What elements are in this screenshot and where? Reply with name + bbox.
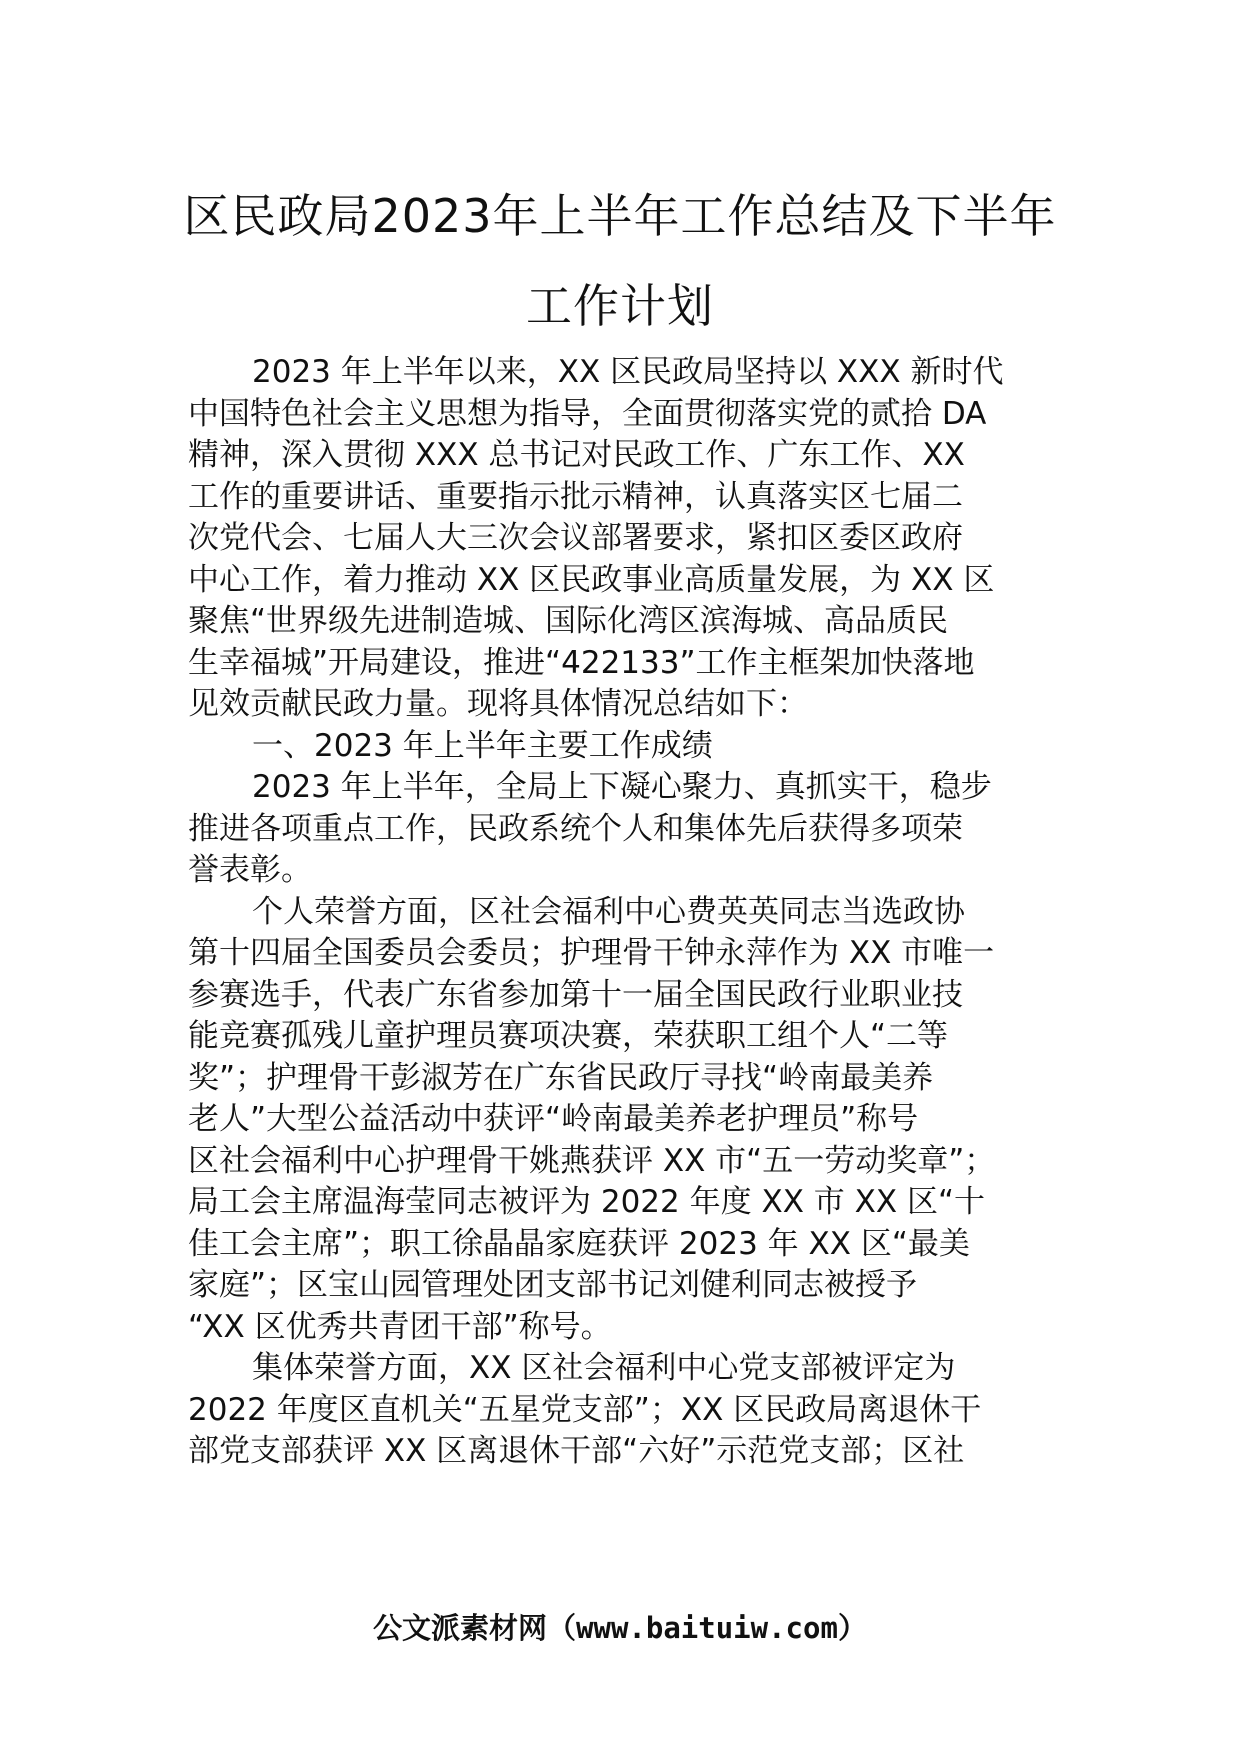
paragraph-personal-honors-line: 区社会福利中心护理骨干姚燕获评 XX 市“五一劳动奖章”； <box>188 1142 996 1179</box>
paragraph-personal-honors-line: 个人荣誉方面，区社会福利中心费英英同志当选政协 <box>252 893 965 930</box>
paragraph-personal-honors-line: 老人”大型公益活动中获评“岭南最美养老护理员”称号 <box>188 1101 919 1137</box>
paragraph-intro-line: 中心工作，着力推动 XX 区民政事业高质量发展，为 XX 区 <box>188 561 995 598</box>
paragraph-intro-line: 见效贡献民政力量。现将具体情况总结如下： <box>188 686 808 722</box>
document-title-line-2: 工作计划 <box>526 279 714 333</box>
section-heading: 一、2023 年上半年主要工作成绩 <box>252 727 713 764</box>
paragraph-intro-line: 2023 年上半年以来，XX 区民政局坚持以 XXX 新时代 <box>252 354 1004 390</box>
document-body <box>188 352 1058 1473</box>
paragraph-personal-honors-line: 参赛选手，代表广东省参加第十一届全国民政行业职业技 <box>188 976 963 1013</box>
paragraph-collective-honors-line: 2022 年度区直机关“五星党支部”；XX 区民政局离退休干 <box>188 1391 982 1428</box>
paragraph-intro-line: 精神，深入贯彻 XXX 总书记对民政工作、广东工作、XX <box>188 437 965 473</box>
paragraph-personal-honors-line: 奖”；护理骨干彭淑芳在广东省民政厅寻找“岭南最美养 <box>188 1059 934 1096</box>
paragraph-personal-honors-line: 能竞赛孤残儿童护理员赛项决赛，荣获职工组个人“二等 <box>188 1018 949 1054</box>
paragraph-personal-honors-line: “XX 区优秀共青团干部”称号。 <box>188 1308 612 1345</box>
document-title-line-1: 区民政局2023年上半年工作总结及下半年 <box>183 189 1057 243</box>
paragraph-collective-honors-line: 部党支部获评 XX 区离退休干部“六好”示范党支部；区社 <box>188 1433 965 1469</box>
paragraph-intro-line: 工作的重要讲话、重要指示批示精神，认真落实区七届二 <box>188 478 963 515</box>
paragraph-collective-honors-line: 集体荣誉方面，XX 区社会福利中心党支部被评定为 <box>252 1350 956 1386</box>
paragraph-personal-honors-line: 佳工会主席”；职工徐晶晶家庭获评 2023 年 XX 区“最美 <box>188 1225 970 1262</box>
paragraph-summary-line: 2023 年上半年，全局上下凝心聚力、真抓实干，稳步 <box>252 769 992 805</box>
paragraph-intro-line: 聚焦“世界级先进制造城、国际化湾区滨海城、高品质民 <box>188 603 949 639</box>
paragraph-summary-line: 誉表彰。 <box>188 852 312 888</box>
paragraph-intro-line: 生幸福城”开局建设，推进“422133”工作主框架加快落地 <box>188 644 975 681</box>
paragraph-intro-line: 次党代会、七届人大三次会议部署要求，紧扣区委区政府 <box>188 520 963 556</box>
paragraph-summary-line: 推进各项重点工作，民政系统个人和集体先后获得多项荣 <box>188 810 963 847</box>
paragraph-intro-line: 中国特色社会主义思想为指导，全面贯彻落实党的贰拾 DA <box>188 395 987 432</box>
paragraph-personal-honors-line: 家庭”；区宝山园管理处团支部书记刘健利同志被授予 <box>188 1267 918 1303</box>
footer-watermark: 公文派素材网（www.baituiw.com） <box>373 1611 867 1645</box>
paragraph-personal-honors-line: 第十四届全国委员会委员；护理骨干钟永萍作为 XX 市唯一 <box>188 935 995 971</box>
paragraph-personal-honors-line: 局工会主席温海莹同志被评为 2022 年度 XX 市 XX 区“十 <box>188 1184 986 1220</box>
